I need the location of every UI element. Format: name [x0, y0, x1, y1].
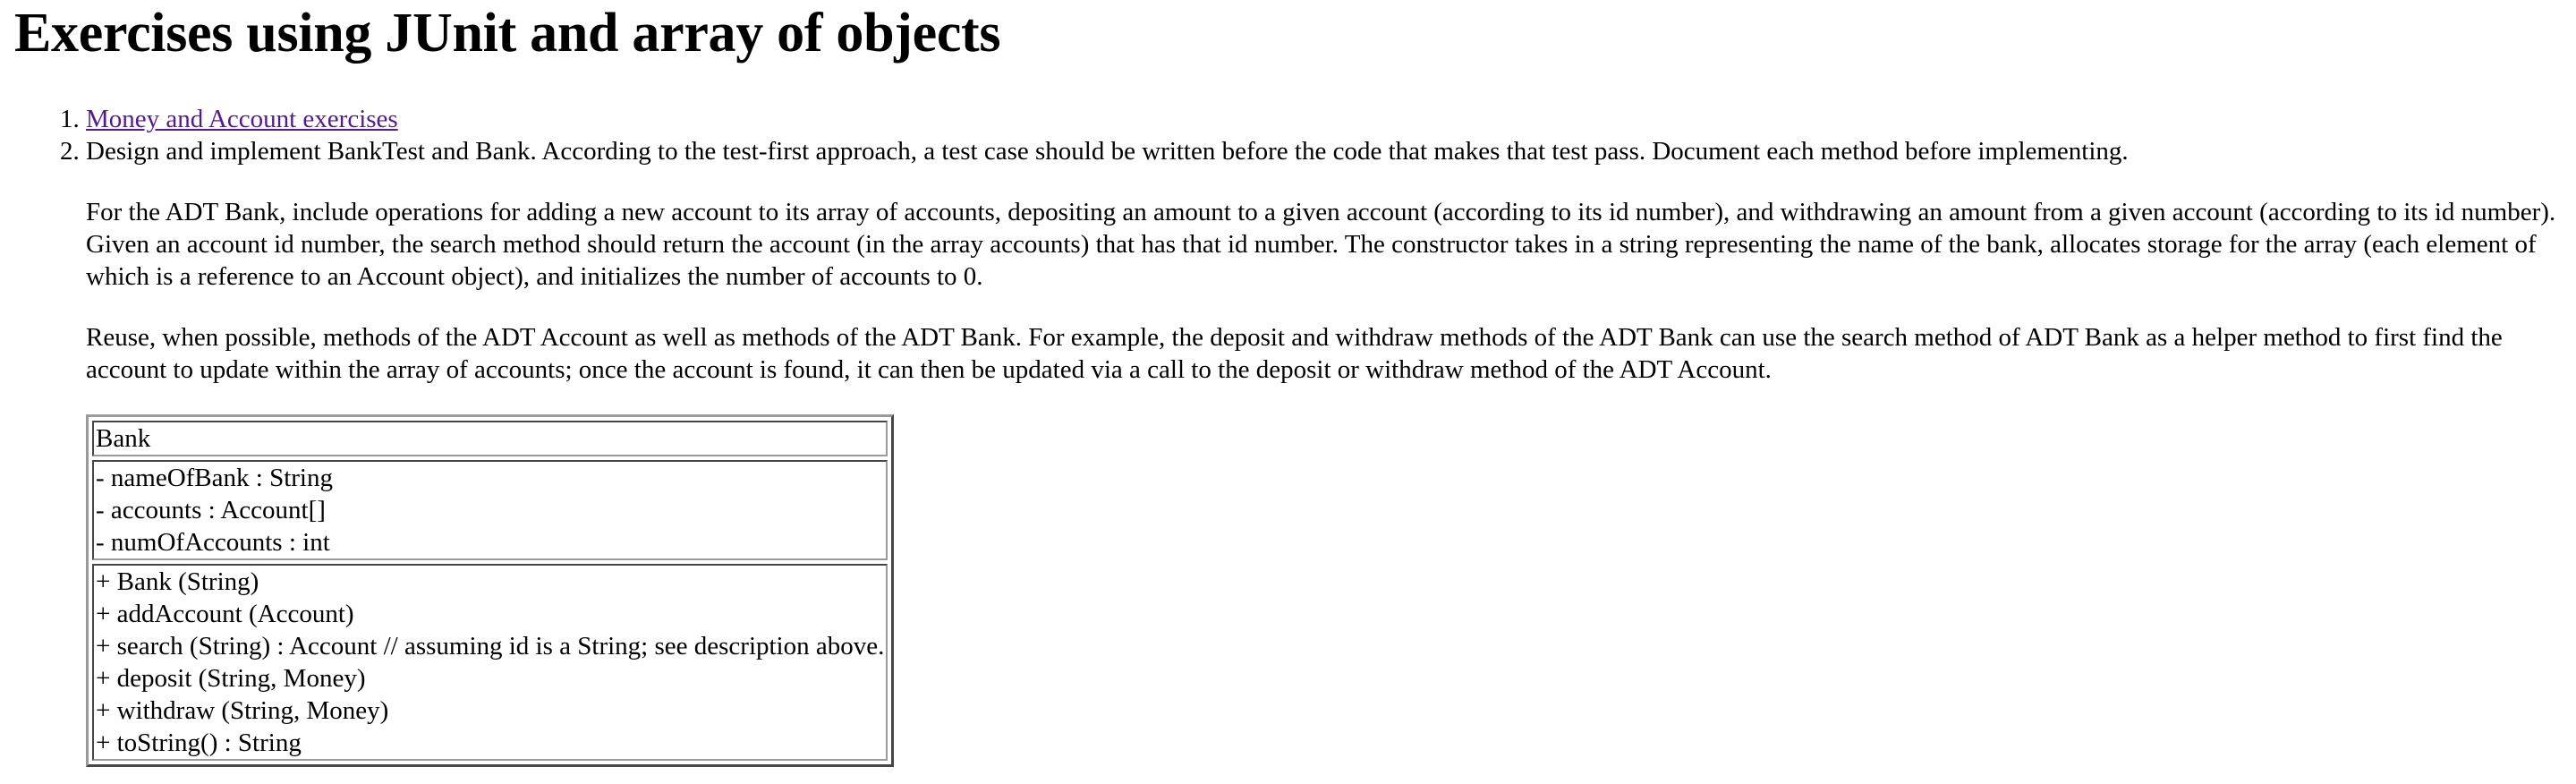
uml-method: + search (String) : Account // assuming id is a String; see description above. — [96, 632, 885, 660]
uml-method: + toString() : String — [96, 729, 302, 757]
uml-class-name: Bank — [92, 421, 888, 456]
uml-field: - numOfAccounts : int — [96, 528, 330, 557]
uml-fields — [92, 460, 888, 560]
bank-adt-paragraph: For the ADT Bank, include operations for adding a new account to its array of accounts, depositing an amount to a given account (according to its id number), and withdrawing an amount from a given account (according to its id number). Given an account id number, the search method should return the account (in the array accounts) that has that id number. The constructor takes in a string representing the name of the bank, allocates storage for the array (each element of which is a reference to an Account object), and initializes the number of accounts to 0. — [86, 198, 2556, 291]
uml-method: + addAccount (Account) — [96, 600, 354, 628]
uml-method: + withdraw (String, Money) — [96, 696, 389, 725]
exercise-list — [14, 103, 2562, 767]
page-title: Exercises using JUnit and array of objects — [14, 3, 1001, 64]
list-item — [86, 103, 2562, 135]
uml-field: - nameOfBank : String — [96, 464, 333, 492]
uml-methods — [92, 564, 888, 761]
uml-method: + Bank (String) — [96, 567, 259, 596]
list-item — [86, 135, 2562, 767]
uml-method: + deposit (String, Money) — [96, 664, 366, 693]
uml-field: - accounts : Account[] — [96, 496, 326, 524]
exercise-description: Design and implement BankTest and Bank. According to the test-first approach, a test case should be written before the code that makes that test pass. Document each method before implementing. — [86, 137, 2129, 166]
money-account-exercises-link[interactable]: Money and Account exercises — [86, 105, 398, 133]
reuse-paragraph: Reuse, when possible, methods of the ADT Account as well as methods of the ADT Bank. For example, the deposit and withdraw methods of the ADT Bank can use the search method of ADT Bank as a helper method to first find the account to update within the array of accounts; once the account is found, it can then be updated via a call to the deposit or withdraw method of the ADT Account. — [86, 323, 2503, 384]
uml-class-diagram — [86, 414, 894, 767]
